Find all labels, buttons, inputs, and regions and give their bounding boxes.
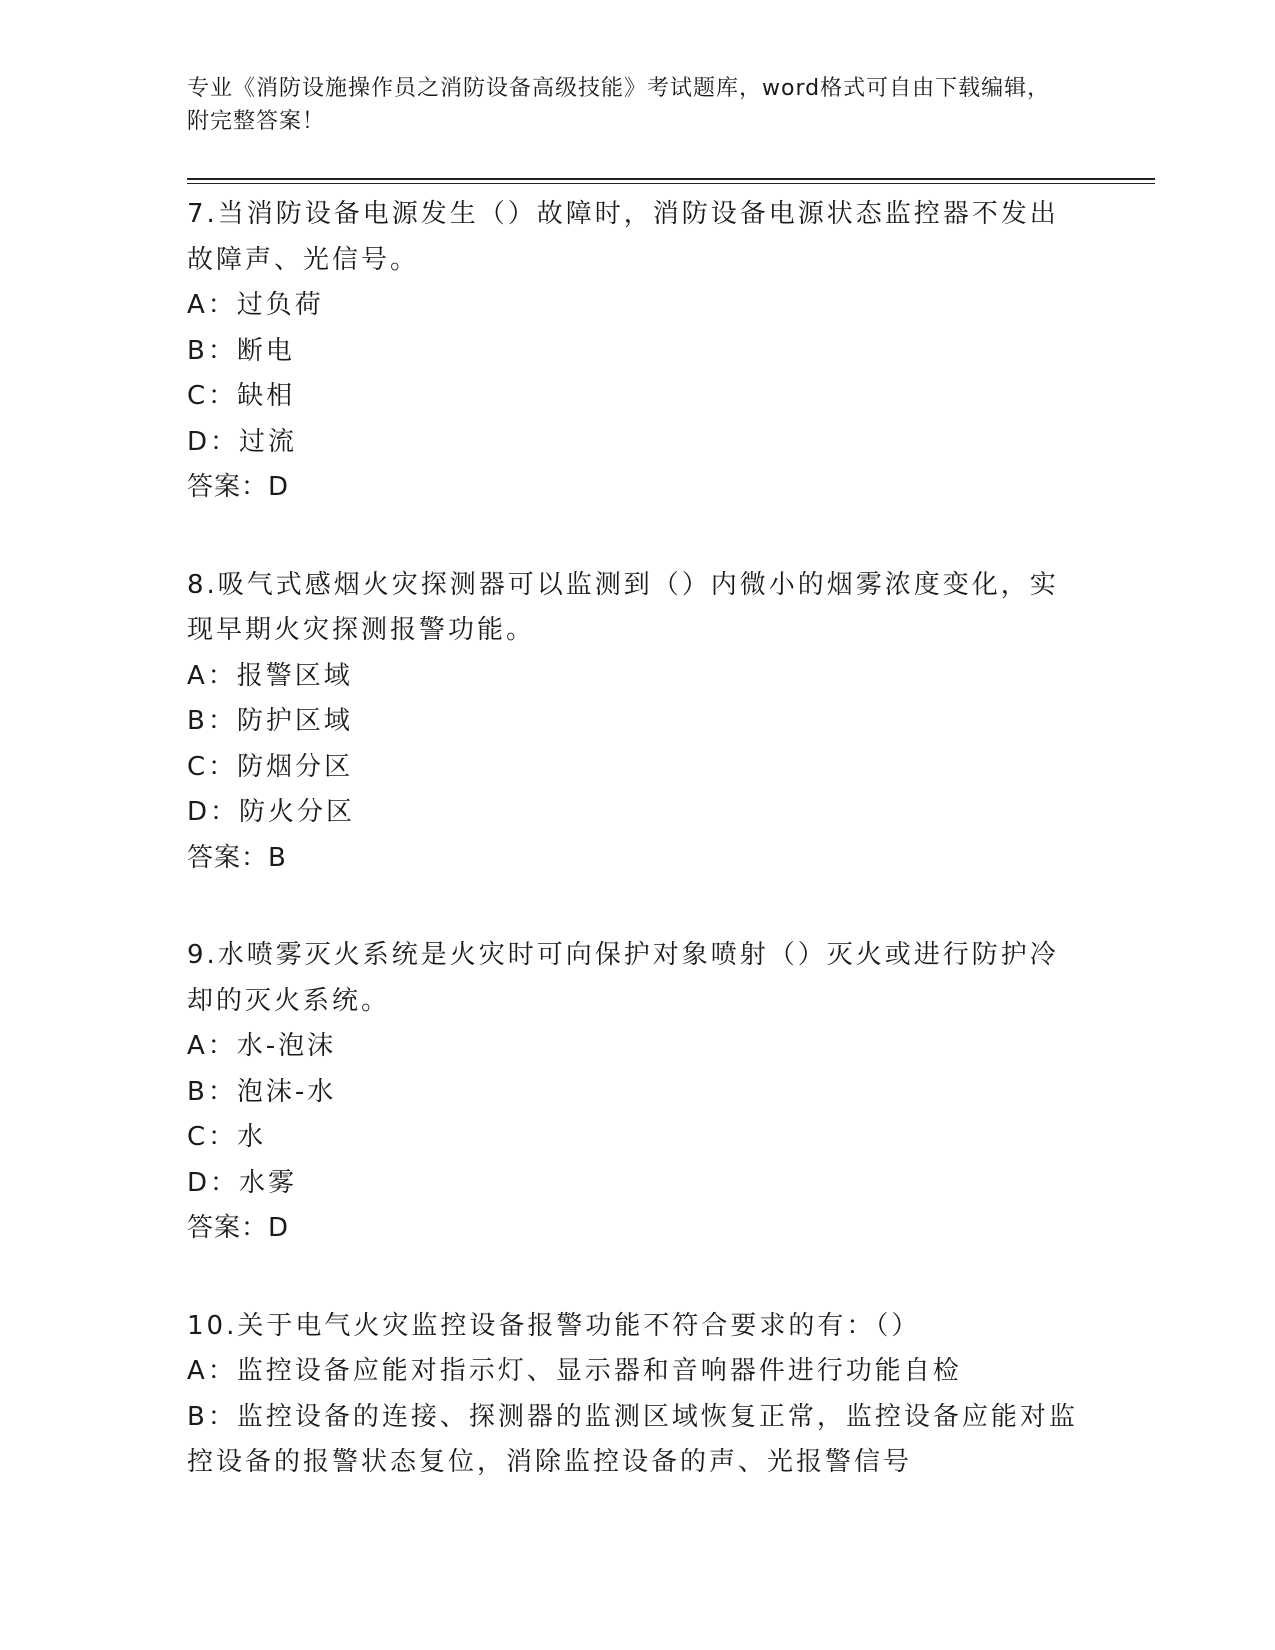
question-stem: 10.关于电气火灾监控设备报警功能不符合要求的有：（）: [187, 1310, 921, 1341]
document-header-text: 专业《消防设施操作员之消防设备高级技能》考试题库，word格式可自由下载编辑，附完整答案！: [187, 76, 1051, 134]
option-a: A：监控设备应能对指示灯、显示器和音响器件进行功能自检: [187, 1356, 962, 1386]
question-8: [187, 563, 1087, 882]
question-stem: 7.当消防设备电源发生（）故障时，消防设备电源状态监控器不发出故障声、光信号。: [187, 199, 1059, 275]
option-d: D：防火分区: [187, 797, 356, 827]
option-b: B：断电: [187, 335, 295, 366]
question-list: [187, 192, 1087, 1538]
question-10: [187, 1304, 1087, 1486]
option-a: A：报警区域: [187, 660, 353, 691]
answer-line: 答案：D: [187, 472, 290, 502]
question-9: [187, 933, 1087, 1252]
option-a: A：水-泡沫: [187, 1031, 337, 1061]
option-b: B：泡沫-水: [187, 1076, 337, 1107]
question-7: [187, 192, 1087, 511]
option-c: C：水: [187, 1122, 267, 1152]
answer-line: 答案：D: [187, 1213, 290, 1243]
option-d: D：过流: [187, 426, 298, 457]
option-b: B：防护区域: [187, 706, 353, 736]
option-c: C：防烟分区: [187, 751, 354, 782]
header-divider-thick: [187, 178, 1155, 180]
header-divider-thin: [187, 183, 1155, 184]
question-stem: 8.吸气式感烟火灾探测器可以监测到（）内微小的烟雾浓度变化，实现早期火灾探测报警功能。: [187, 569, 1059, 645]
question-stem: 9.水喷雾灭火系统是火灾时可向保护对象喷射（）灭火或进行防护冷却的灭火系统。: [187, 940, 1059, 1016]
answer-line: 答案：B: [187, 842, 287, 873]
option-a: A：过负荷: [187, 290, 324, 320]
option-c: C：缺相: [187, 381, 296, 411]
option-b: B：监控设备的连接、探测器的监测区域恢复正常，监控设备应能对监控设备的报警状态复位，消除监控设备的声、光报警信号: [187, 1401, 1078, 1477]
option-d: D：水雾: [187, 1167, 298, 1198]
